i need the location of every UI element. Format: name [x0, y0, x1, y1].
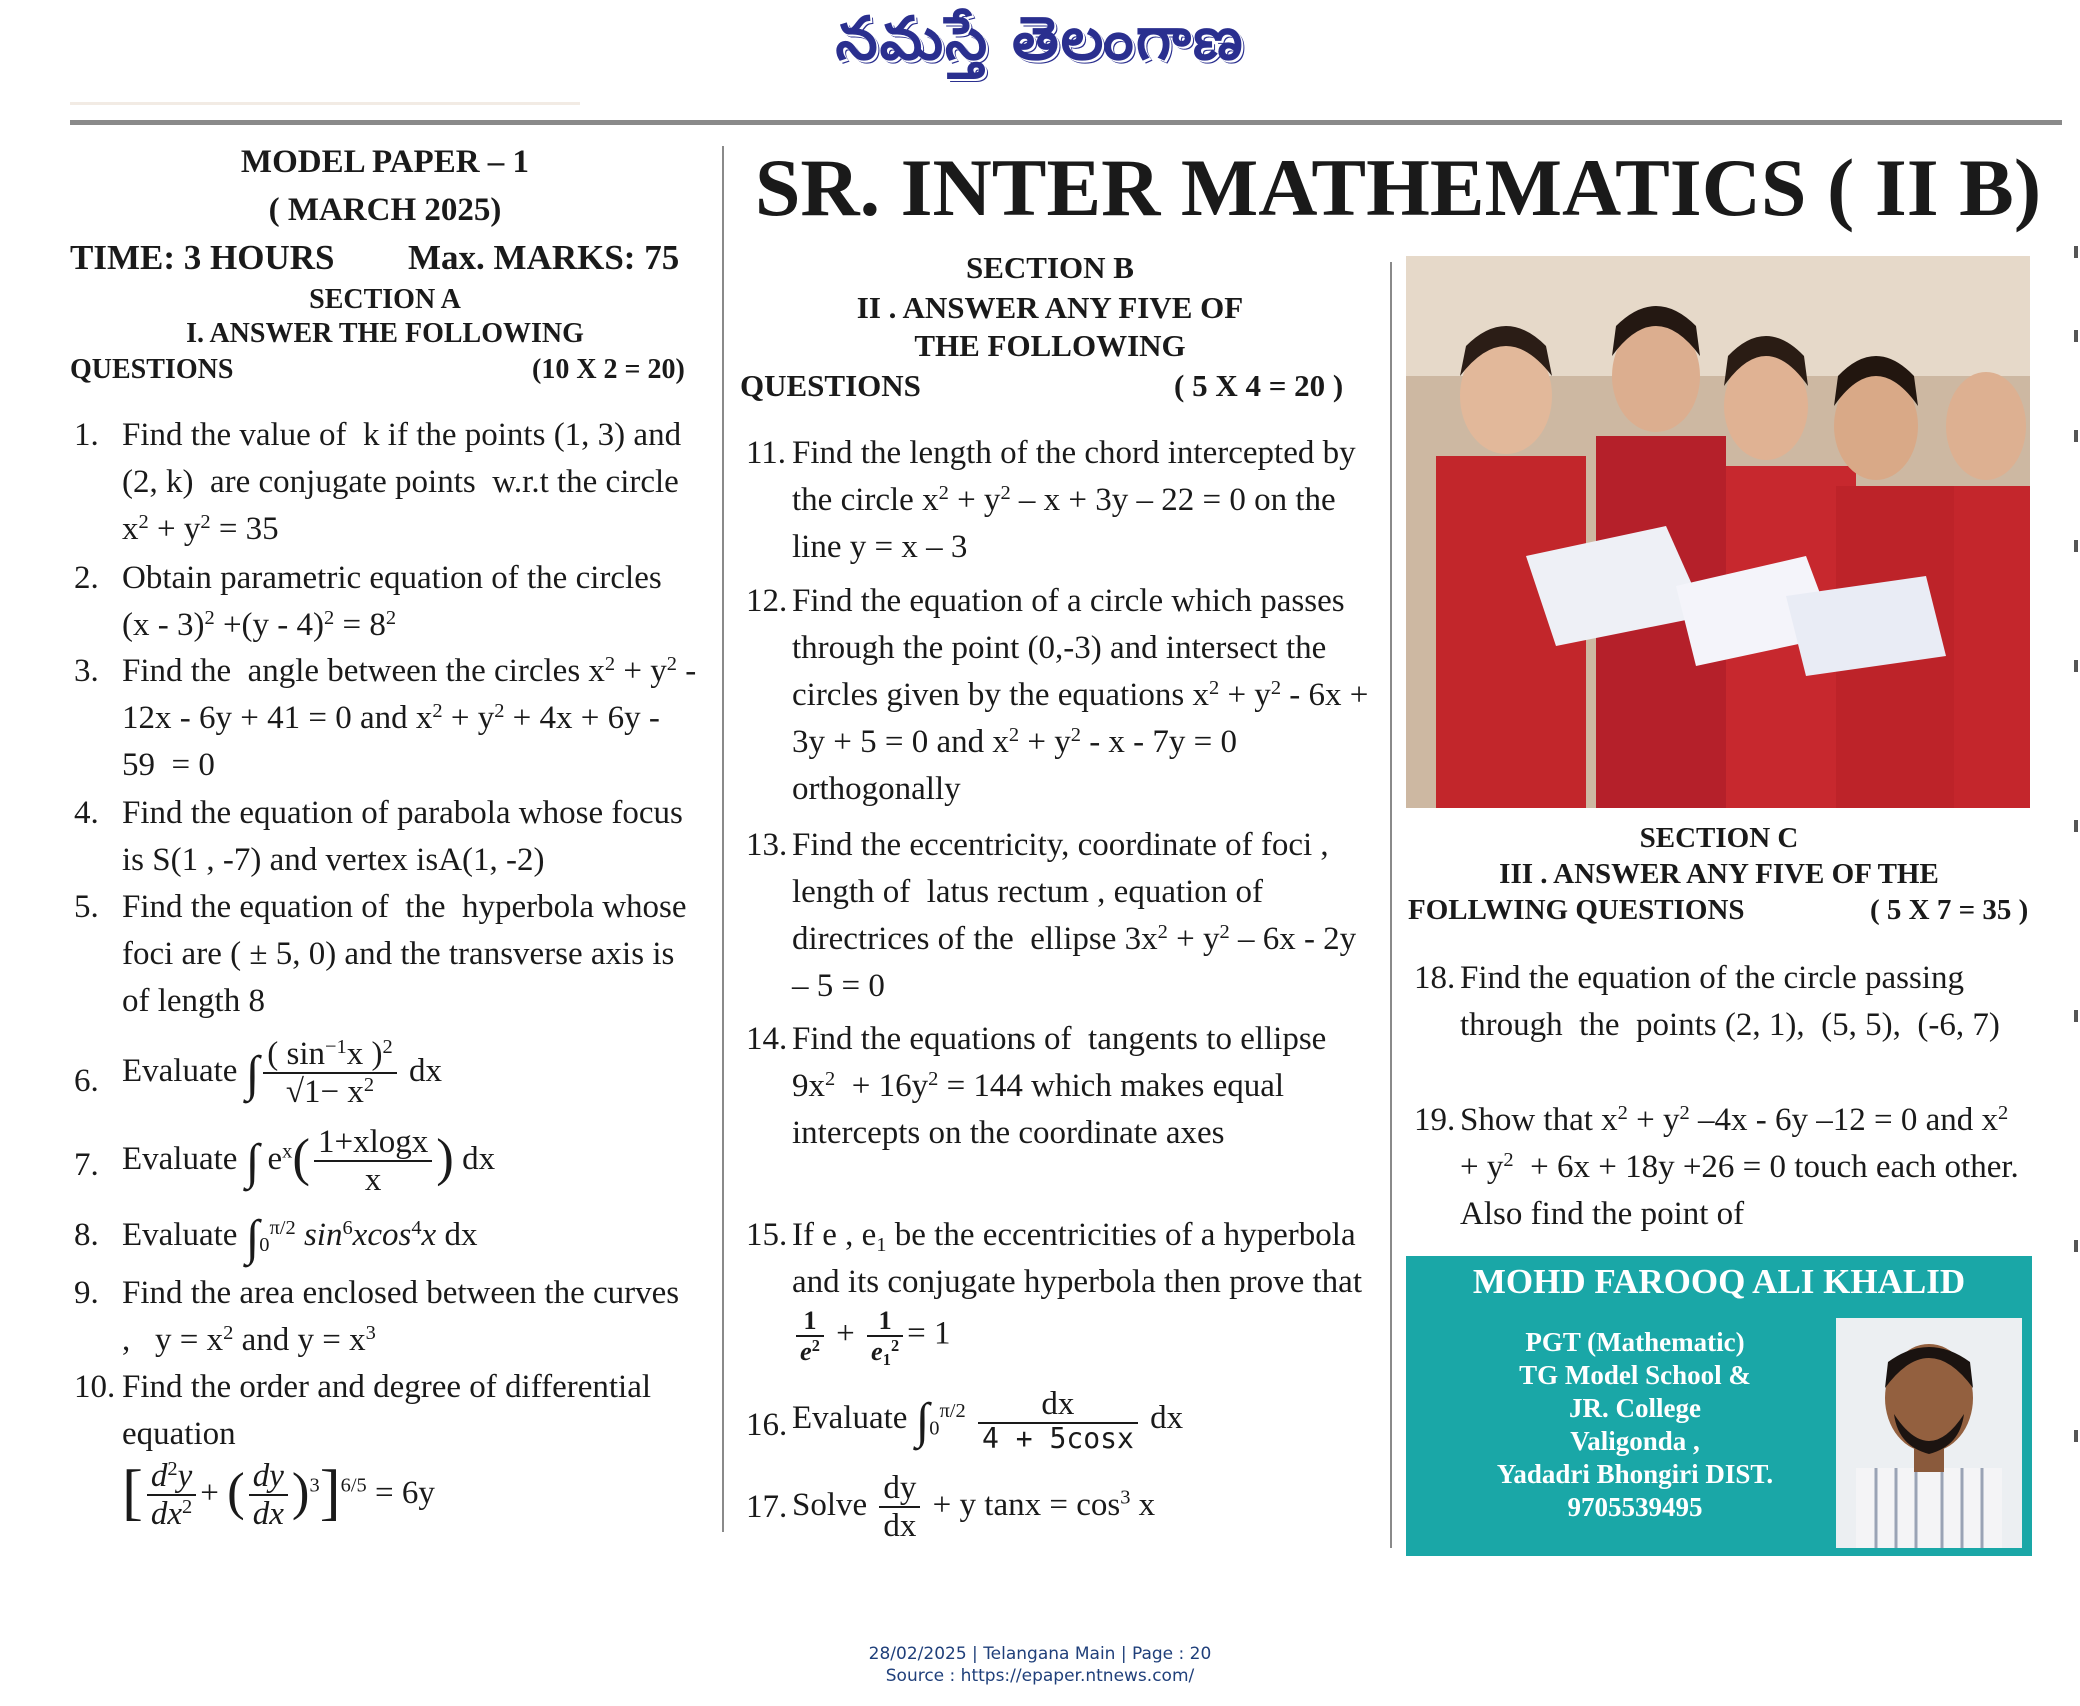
- author-district: Yadadri Bhongiri DIST.: [1496, 1459, 1774, 1489]
- author-portrait: [1836, 1318, 2022, 1548]
- author-details: [1420, 1326, 1850, 1524]
- edge-mark: [2074, 820, 2078, 832]
- section-c-scheme: ( 5 X 7 = 35 ): [1870, 894, 2029, 926]
- question-4: 4. Find the equation of parabola whose focus is S(1 , -7) and vertex isA(1, -2): [74, 795, 683, 878]
- question-12: 12. Find the equation of a circle which passes through the point (0,-3) and intersect the circles given by the equations $x^2 + y^2 - 6x + 3y + 5 = 0$ and $x^2 + y^2 - x - 7y = 0$ orthogonally: [746, 583, 1369, 807]
- author-place: Valigonda ,: [1570, 1426, 1700, 1456]
- column-divider-left: [722, 146, 724, 1532]
- students-photo: [1406, 256, 2030, 808]
- question-3: 3. Find the angle between the circles $x^2 + y^2 - 12x - 6y + 41 = 0$ and $x^2 + y^2 + 4x + 6y - 59 = 0$: [74, 652, 697, 783]
- section-a-instruction: I. ANSWER THE FOLLOWING: [186, 318, 584, 349]
- exam-max-marks: Max. MARKS: 75: [408, 238, 680, 277]
- section-b-questions-label: QUESTIONS: [740, 368, 921, 403]
- section-a-title: SECTION A: [309, 284, 461, 315]
- section-b-scheme: ( 5 X 4 = 20 ): [1174, 368, 1344, 403]
- question-9: 9. Find the area enclosed between the curves , $y = x^2$ and $y = x^3$: [74, 1275, 680, 1358]
- masthead-logo: నమస్తే తెలంగాణ: [835, 4, 1245, 74]
- section-c-instruction: III . ANSWER ANY FIVE OF THE: [1499, 858, 1939, 890]
- author-school-1: TG Model School &: [1519, 1360, 1751, 1390]
- question-13: 13. Find the eccentricity, coordinate of foci , length of latus rectum , equation of directrices of the ellipse $3x^2 + y^2 - 6x - 2y - 5 = 0$: [746, 827, 1357, 1004]
- question-8: 8. Evaluate $\int_0^{\pi/2}$ $\sin^6xcos^4x$ dx: [74, 1209, 478, 1265]
- question-16: 16. Evaluate $\int_0^{\pi/2}$ $\frac{dx}{4 + 5\cos x}$ dx: [746, 1386, 1184, 1456]
- model-paper-title: MODEL PAPER – 1: [240, 144, 530, 180]
- question-11: 11. Find the length of the chord intercepted by the circle $x^2 + y^2 - x + 3y - 22 = 0$ on the line y = x – 3: [746, 435, 1356, 565]
- question-6: 6. Evaluate ∫ $\frac{( \sin^{-1}x )^2}{√1- x^2}$ dx: [74, 1035, 442, 1111]
- edge-mark: [2074, 1240, 2078, 1252]
- footer-page-info: 28/02/2025 | Telangana Main | Page : 20: [868, 1644, 1212, 1664]
- author-designation: PGT (Mathematic): [1525, 1327, 1745, 1357]
- section-a-questions-label: QUESTIONS: [70, 354, 234, 385]
- question-5: 5. Find the equation of the hyperbola whose foci are ( ± 5, 0) and the transverse axis is of length 8: [74, 889, 687, 1019]
- question-7: 7. Evaluate ∫ $e^x$( $\frac{1+xlogx}{x}$ ) dx: [74, 1124, 496, 1199]
- author-phone: 9705539495: [1567, 1492, 1703, 1522]
- section-a-scheme: (10 X 2 = 20): [532, 354, 685, 385]
- question-17: 17. Solve $\frac{dy}{dx}$ + y $\tan x = \cos^3 x$: [746, 1470, 1156, 1545]
- question-18: 18. Find the equation of the circle passing through the points (2, 1), (5, 5), (-6, 7): [1414, 960, 2000, 1043]
- section-c-questions-label: FOLLWING QUESTIONS: [1408, 894, 1745, 926]
- section-b-title: SECTION B: [966, 250, 1134, 285]
- exam-time: TIME: 3 HOURS: [70, 238, 335, 277]
- footer-source: Source : https://epaper.ntnews.com/: [885, 1666, 1195, 1686]
- section-b-instruction-2: THE FOLLOWING: [914, 328, 1186, 363]
- edge-mark: [2074, 660, 2078, 672]
- edge-mark: [2074, 330, 2078, 342]
- edge-mark: [2074, 1010, 2078, 1022]
- question-2: 2. Obtain parametric equation of the circles $(x - 3)^2 +(y - 4)^2 = 8^2$: [74, 560, 670, 643]
- edge-mark: [2074, 1430, 2078, 1442]
- author-name: MOHD FAROOQ ALI KHALID: [1472, 1262, 1966, 1301]
- question-10: 10. Find the order and degree of differential equation [ $\frac{d^2y}{dx^2}$ + ( $\frac{dy}{dx}$ )$^3$]$^{6/5}$ = 6y: [74, 1369, 652, 1533]
- page-headline: SR. INTER MATHEMATICS ( II B): [754, 142, 2042, 233]
- column-divider-right: [1390, 262, 1392, 1548]
- section-b-instruction-1: II . ANSWER ANY FIVE OF: [856, 290, 1244, 325]
- section-c-title: SECTION C: [1639, 822, 1799, 854]
- model-paper-date: ( MARCH 2025): [268, 192, 502, 228]
- question-19: 19. Show that $x^2 + y^2$ –4x - 6y –12 = 0 and $x^2 + y^2 + 6x + 18y +26 = 0$ touch each other. Also find the point of: [1414, 1101, 2019, 1232]
- top-rule: [70, 120, 2062, 125]
- question-14: 14. Find the equations of tangents to ellipse $9x^2 + 16y^2 = 144$ which makes equal intercepts on the coordinate axes: [746, 1021, 1335, 1151]
- faint-divider: [70, 102, 580, 105]
- question-1: 1. Find the value of k if the points (1, 3) and (2, k) are conjugate points w.r.t the circle $x^2 + y^2 = 35$: [74, 417, 682, 547]
- question-15: 15. If e , $e_1$ be the eccentricities of a hyperbola and its conjugate hyperbola then prove that $\frac{1}{e^2}$ + $\frac{1}{e_1^2}$ = 1: [746, 1217, 1362, 1369]
- author-school-2: JR. College: [1569, 1393, 1701, 1423]
- edge-mark: [2074, 540, 2078, 552]
- edge-mark: [2074, 246, 2078, 258]
- edge-mark: [2074, 430, 2078, 442]
